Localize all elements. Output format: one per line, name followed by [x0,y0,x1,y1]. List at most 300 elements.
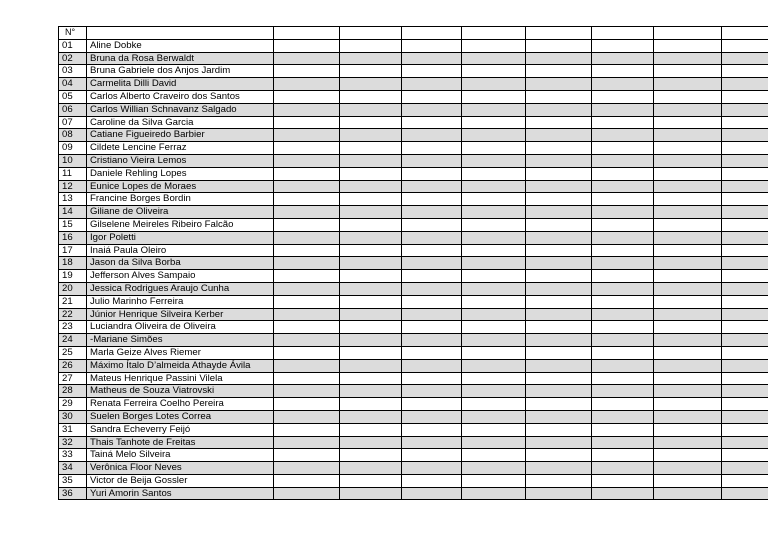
student-name-cell: Verônica Floor Neves [87,462,274,475]
attendance-blank-cell [402,308,462,321]
attendance-blank-cell [592,474,654,487]
attendance-blank-cell [340,308,402,321]
attendance-blank-cell [274,385,340,398]
header-blank-cell [462,27,526,40]
student-name-cell: Victor de Beija Gossler [87,474,274,487]
header-blank-cell [654,27,722,40]
attendance-blank-cell [592,295,654,308]
attendance-blank-cell [592,231,654,244]
attendance-blank-cell [526,116,592,129]
attendance-blank-cell [274,129,340,142]
attendance-blank-cell [654,52,722,65]
attendance-blank-cell [526,334,592,347]
attendance-blank-cell [526,129,592,142]
attendance-blank-cell [340,270,402,283]
row-number-cell: 26 [59,359,87,372]
attendance-blank-cell [340,154,402,167]
attendance-blank-cell [402,142,462,155]
row-number-cell: 19 [59,270,87,283]
header-row [59,27,768,40]
attendance-blank-cell [526,39,592,52]
student-name-cell: Julio Marinho Ferreira [87,295,274,308]
header-blank-cell [592,27,654,40]
row-number-cell: 03 [59,65,87,78]
attendance-blank-cell [526,218,592,231]
row-number-cell: 33 [59,449,87,462]
attendance-blank-cell [340,359,402,372]
attendance-blank-cell [462,167,526,180]
table-row [59,270,768,283]
attendance-blank-cell [274,372,340,385]
attendance-blank-cell [654,398,722,411]
attendance-blank-cell [340,449,402,462]
attendance-blank-cell [722,359,768,372]
attendance-blank-cell [462,436,526,449]
attendance-blank-cell [722,90,768,103]
attendance-blank-cell [340,39,402,52]
attendance-blank-cell [402,180,462,193]
attendance-blank-cell [402,52,462,65]
attendance-blank-cell [592,116,654,129]
table-row [59,39,768,52]
row-number-cell: 30 [59,410,87,423]
attendance-blank-cell [654,334,722,347]
attendance-blank-cell [462,78,526,91]
attendance-blank-cell [592,39,654,52]
attendance-blank-cell [526,346,592,359]
attendance-blank-cell [592,180,654,193]
row-number-cell: 08 [59,129,87,142]
student-name-cell: Jessica Rodrigues Araujo Cunha [87,282,274,295]
attendance-blank-cell [654,423,722,436]
attendance-blank-cell [462,65,526,78]
row-number-cell: 04 [59,78,87,91]
attendance-blank-cell [722,78,768,91]
attendance-blank-cell [402,257,462,270]
attendance-blank-cell [526,231,592,244]
row-number-cell: 29 [59,398,87,411]
table-row [59,436,768,449]
attendance-blank-cell [274,295,340,308]
attendance-blank-cell [654,282,722,295]
table-row [59,231,768,244]
attendance-blank-cell [654,167,722,180]
student-name-cell: Bruna Gabriele dos Anjos Jardim [87,65,274,78]
student-name-cell: Igor Poletti [87,231,274,244]
attendance-blank-cell [274,206,340,219]
table-row [59,90,768,103]
attendance-blank-cell [462,129,526,142]
attendance-blank-cell [340,52,402,65]
attendance-blank-cell [592,462,654,475]
header-number-cell: N° [59,27,87,40]
attendance-blank-cell [462,270,526,283]
attendance-blank-cell [722,167,768,180]
row-number-cell: 28 [59,385,87,398]
attendance-blank-cell [462,359,526,372]
attendance-blank-cell [340,129,402,142]
attendance-blank-cell [340,410,402,423]
attendance-blank-cell [722,346,768,359]
table-row [59,193,768,206]
attendance-blank-cell [462,295,526,308]
attendance-blank-cell [462,487,526,500]
row-number-cell: 20 [59,282,87,295]
header-name-cell [87,27,274,40]
row-number-cell: 31 [59,423,87,436]
attendance-blank-cell [462,244,526,257]
attendance-blank-cell [722,244,768,257]
student-name-cell: Suelen Borges Lotes Correa [87,410,274,423]
attendance-blank-cell [592,103,654,116]
attendance-blank-cell [402,90,462,103]
student-name-cell: Caroline da Silva Garcia [87,116,274,129]
attendance-blank-cell [592,244,654,257]
attendance-blank-cell [402,372,462,385]
student-name-cell: Gilselene Meireles Ribeiro Falcão [87,218,274,231]
table-row [59,65,768,78]
attendance-blank-cell [592,206,654,219]
row-number-cell: 01 [59,39,87,52]
student-name-cell: Bruna da Rosa Berwaldt [87,52,274,65]
attendance-blank-cell [654,308,722,321]
attendance-blank-cell [402,410,462,423]
header-blank-cell [526,27,592,40]
attendance-blank-cell [274,218,340,231]
attendance-blank-cell [592,52,654,65]
attendance-blank-cell [340,423,402,436]
attendance-blank-cell [654,78,722,91]
attendance-blank-cell [340,462,402,475]
table-row [59,142,768,155]
attendance-blank-cell [402,39,462,52]
attendance-blank-cell [274,167,340,180]
student-name-cell: Luciandra Oliveira de Oliveira [87,321,274,334]
student-name-cell: Yuri Amorin Santos [87,487,274,500]
attendance-blank-cell [526,103,592,116]
table-row [59,154,768,167]
student-name-cell: Aline Dobke [87,39,274,52]
attendance-blank-cell [654,154,722,167]
attendance-blank-cell [340,257,402,270]
row-number-cell: 27 [59,372,87,385]
attendance-blank-cell [654,436,722,449]
attendance-blank-cell [462,423,526,436]
attendance-blank-cell [526,142,592,155]
table-row [59,487,768,500]
row-number-cell: 17 [59,244,87,257]
row-number-cell: 13 [59,193,87,206]
table-row [59,474,768,487]
attendance-blank-cell [592,142,654,155]
attendance-blank-cell [526,78,592,91]
attendance-blank-cell [722,398,768,411]
attendance-blank-cell [526,180,592,193]
student-name-cell: -Mariane Simões [87,334,274,347]
table-row [59,167,768,180]
attendance-blank-cell [722,423,768,436]
attendance-blank-cell [526,193,592,206]
header-blank-cell [274,27,340,40]
attendance-blank-cell [722,474,768,487]
student-name-cell: Jason da Silva Borba [87,257,274,270]
table-row [59,398,768,411]
attendance-blank-cell [722,308,768,321]
attendance-blank-cell [402,103,462,116]
row-number-cell: 23 [59,321,87,334]
attendance-blank-cell [274,282,340,295]
attendance-blank-cell [274,65,340,78]
attendance-blank-cell [722,385,768,398]
student-name-cell: Thais Tanhote de Freitas [87,436,274,449]
attendance-blank-cell [340,474,402,487]
attendance-blank-cell [340,487,402,500]
attendance-blank-cell [654,410,722,423]
attendance-blank-cell [462,385,526,398]
attendance-blank-cell [526,423,592,436]
attendance-blank-cell [462,218,526,231]
attendance-blank-cell [402,193,462,206]
attendance-blank-cell [654,39,722,52]
attendance-blank-cell [592,218,654,231]
student-name-cell: Marla Geize Alves Riemer [87,346,274,359]
table-row [59,257,768,270]
attendance-blank-cell [340,218,402,231]
attendance-blank-cell [462,206,526,219]
attendance-blank-cell [592,410,654,423]
row-number-cell: 05 [59,90,87,103]
attendance-blank-cell [274,398,340,411]
attendance-blank-cell [274,270,340,283]
row-number-cell: 02 [59,52,87,65]
row-number-cell: 14 [59,206,87,219]
row-number-cell: 24 [59,334,87,347]
attendance-blank-cell [722,295,768,308]
student-name-cell: Sandra Echeverry Feijó [87,423,274,436]
table-row [59,116,768,129]
table-row [59,295,768,308]
attendance-blank-cell [654,231,722,244]
table-row [59,78,768,91]
attendance-blank-cell [462,282,526,295]
attendance-blank-cell [402,321,462,334]
header-blank-cell [402,27,462,40]
attendance-blank-cell [722,218,768,231]
attendance-blank-cell [462,90,526,103]
attendance-blank-cell [274,78,340,91]
table-row [59,372,768,385]
attendance-blank-cell [526,372,592,385]
attendance-blank-cell [340,346,402,359]
attendance-blank-cell [274,193,340,206]
attendance-blank-cell [722,270,768,283]
attendance-blank-cell [654,474,722,487]
attendance-blank-cell [526,52,592,65]
attendance-blank-cell [462,193,526,206]
row-number-cell: 34 [59,462,87,475]
attendance-blank-cell [722,231,768,244]
attendance-blank-cell [462,346,526,359]
table-row [59,206,768,219]
attendance-blank-cell [274,52,340,65]
attendance-table-body [59,27,768,500]
attendance-blank-cell [402,231,462,244]
attendance-blank-cell [654,359,722,372]
attendance-blank-cell [274,142,340,155]
attendance-blank-cell [654,90,722,103]
row-number-cell: 06 [59,103,87,116]
attendance-blank-cell [654,295,722,308]
attendance-blank-cell [592,308,654,321]
attendance-blank-cell [654,487,722,500]
attendance-blank-cell [526,359,592,372]
attendance-blank-cell [402,359,462,372]
attendance-blank-cell [526,474,592,487]
attendance-blank-cell [274,180,340,193]
table-row [59,321,768,334]
attendance-blank-cell [340,282,402,295]
attendance-blank-cell [462,449,526,462]
attendance-blank-cell [462,474,526,487]
attendance-blank-cell [274,423,340,436]
attendance-blank-cell [722,129,768,142]
attendance-blank-cell [402,218,462,231]
attendance-blank-cell [402,487,462,500]
attendance-blank-cell [526,295,592,308]
attendance-blank-cell [526,270,592,283]
attendance-blank-cell [462,398,526,411]
attendance-blank-cell [592,449,654,462]
attendance-blank-cell [654,462,722,475]
row-number-cell: 32 [59,436,87,449]
attendance-blank-cell [592,334,654,347]
attendance-blank-cell [526,462,592,475]
attendance-blank-cell [526,90,592,103]
student-name-cell: Cristiano Vieira Lemos [87,154,274,167]
attendance-blank-cell [526,436,592,449]
attendance-blank-cell [274,449,340,462]
row-number-cell: 21 [59,295,87,308]
attendance-blank-cell [340,436,402,449]
attendance-blank-cell [402,270,462,283]
attendance-blank-cell [340,398,402,411]
attendance-blank-cell [722,193,768,206]
attendance-blank-cell [402,154,462,167]
attendance-blank-cell [274,103,340,116]
attendance-blank-cell [722,39,768,52]
student-name-cell: Catiane Figueiredo Barbier [87,129,274,142]
attendance-blank-cell [402,423,462,436]
attendance-blank-cell [722,206,768,219]
attendance-blank-cell [274,462,340,475]
row-number-cell: 18 [59,257,87,270]
attendance-blank-cell [654,346,722,359]
attendance-blank-cell [274,474,340,487]
attendance-blank-cell [722,103,768,116]
attendance-blank-cell [526,257,592,270]
attendance-blank-cell [402,295,462,308]
row-number-cell: 25 [59,346,87,359]
attendance-blank-cell [462,231,526,244]
attendance-blank-cell [402,244,462,257]
attendance-blank-cell [274,116,340,129]
table-row [59,449,768,462]
attendance-blank-cell [592,346,654,359]
attendance-blank-cell [592,90,654,103]
attendance-blank-cell [402,129,462,142]
attendance-blank-cell [462,372,526,385]
attendance-blank-cell [592,487,654,500]
attendance-blank-cell [592,167,654,180]
table-row [59,129,768,142]
attendance-blank-cell [592,193,654,206]
attendance-blank-cell [722,154,768,167]
attendance-blank-cell [654,321,722,334]
attendance-blank-cell [274,308,340,321]
table-row [59,462,768,475]
attendance-blank-cell [654,142,722,155]
attendance-blank-cell [402,398,462,411]
attendance-blank-cell [274,154,340,167]
attendance-blank-cell [402,65,462,78]
row-number-cell: 07 [59,116,87,129]
attendance-blank-cell [274,231,340,244]
attendance-blank-cell [654,449,722,462]
attendance-blank-cell [526,167,592,180]
table-row [59,359,768,372]
attendance-blank-cell [462,142,526,155]
attendance-blank-cell [340,231,402,244]
attendance-blank-cell [526,244,592,257]
attendance-blank-cell [526,449,592,462]
attendance-blank-cell [462,410,526,423]
attendance-blank-cell [402,474,462,487]
table-row [59,334,768,347]
row-number-cell: 16 [59,231,87,244]
attendance-blank-cell [722,116,768,129]
table-row [59,103,768,116]
attendance-blank-cell [526,410,592,423]
attendance-blank-cell [274,244,340,257]
row-number-cell: 15 [59,218,87,231]
attendance-blank-cell [340,321,402,334]
student-name-cell: Matheus de Souza Viatrovski [87,385,274,398]
row-number-cell: 36 [59,487,87,500]
header-blank-cell [722,27,768,40]
attendance-blank-cell [402,334,462,347]
row-number-cell: 10 [59,154,87,167]
attendance-blank-cell [526,154,592,167]
attendance-blank-cell [526,65,592,78]
attendance-blank-cell [654,270,722,283]
attendance-blank-cell [654,193,722,206]
attendance-blank-cell [654,385,722,398]
table-row [59,423,768,436]
attendance-blank-cell [340,193,402,206]
attendance-blank-cell [274,346,340,359]
table-row [59,180,768,193]
student-name-cell: Cildete Lencine Ferraz [87,142,274,155]
attendance-blank-cell [592,78,654,91]
attendance-blank-cell [526,487,592,500]
attendance-blank-cell [340,142,402,155]
attendance-blank-cell [722,65,768,78]
attendance-blank-cell [274,410,340,423]
attendance-blank-cell [592,398,654,411]
table-row [59,218,768,231]
attendance-blank-cell [462,103,526,116]
attendance-blank-cell [274,257,340,270]
